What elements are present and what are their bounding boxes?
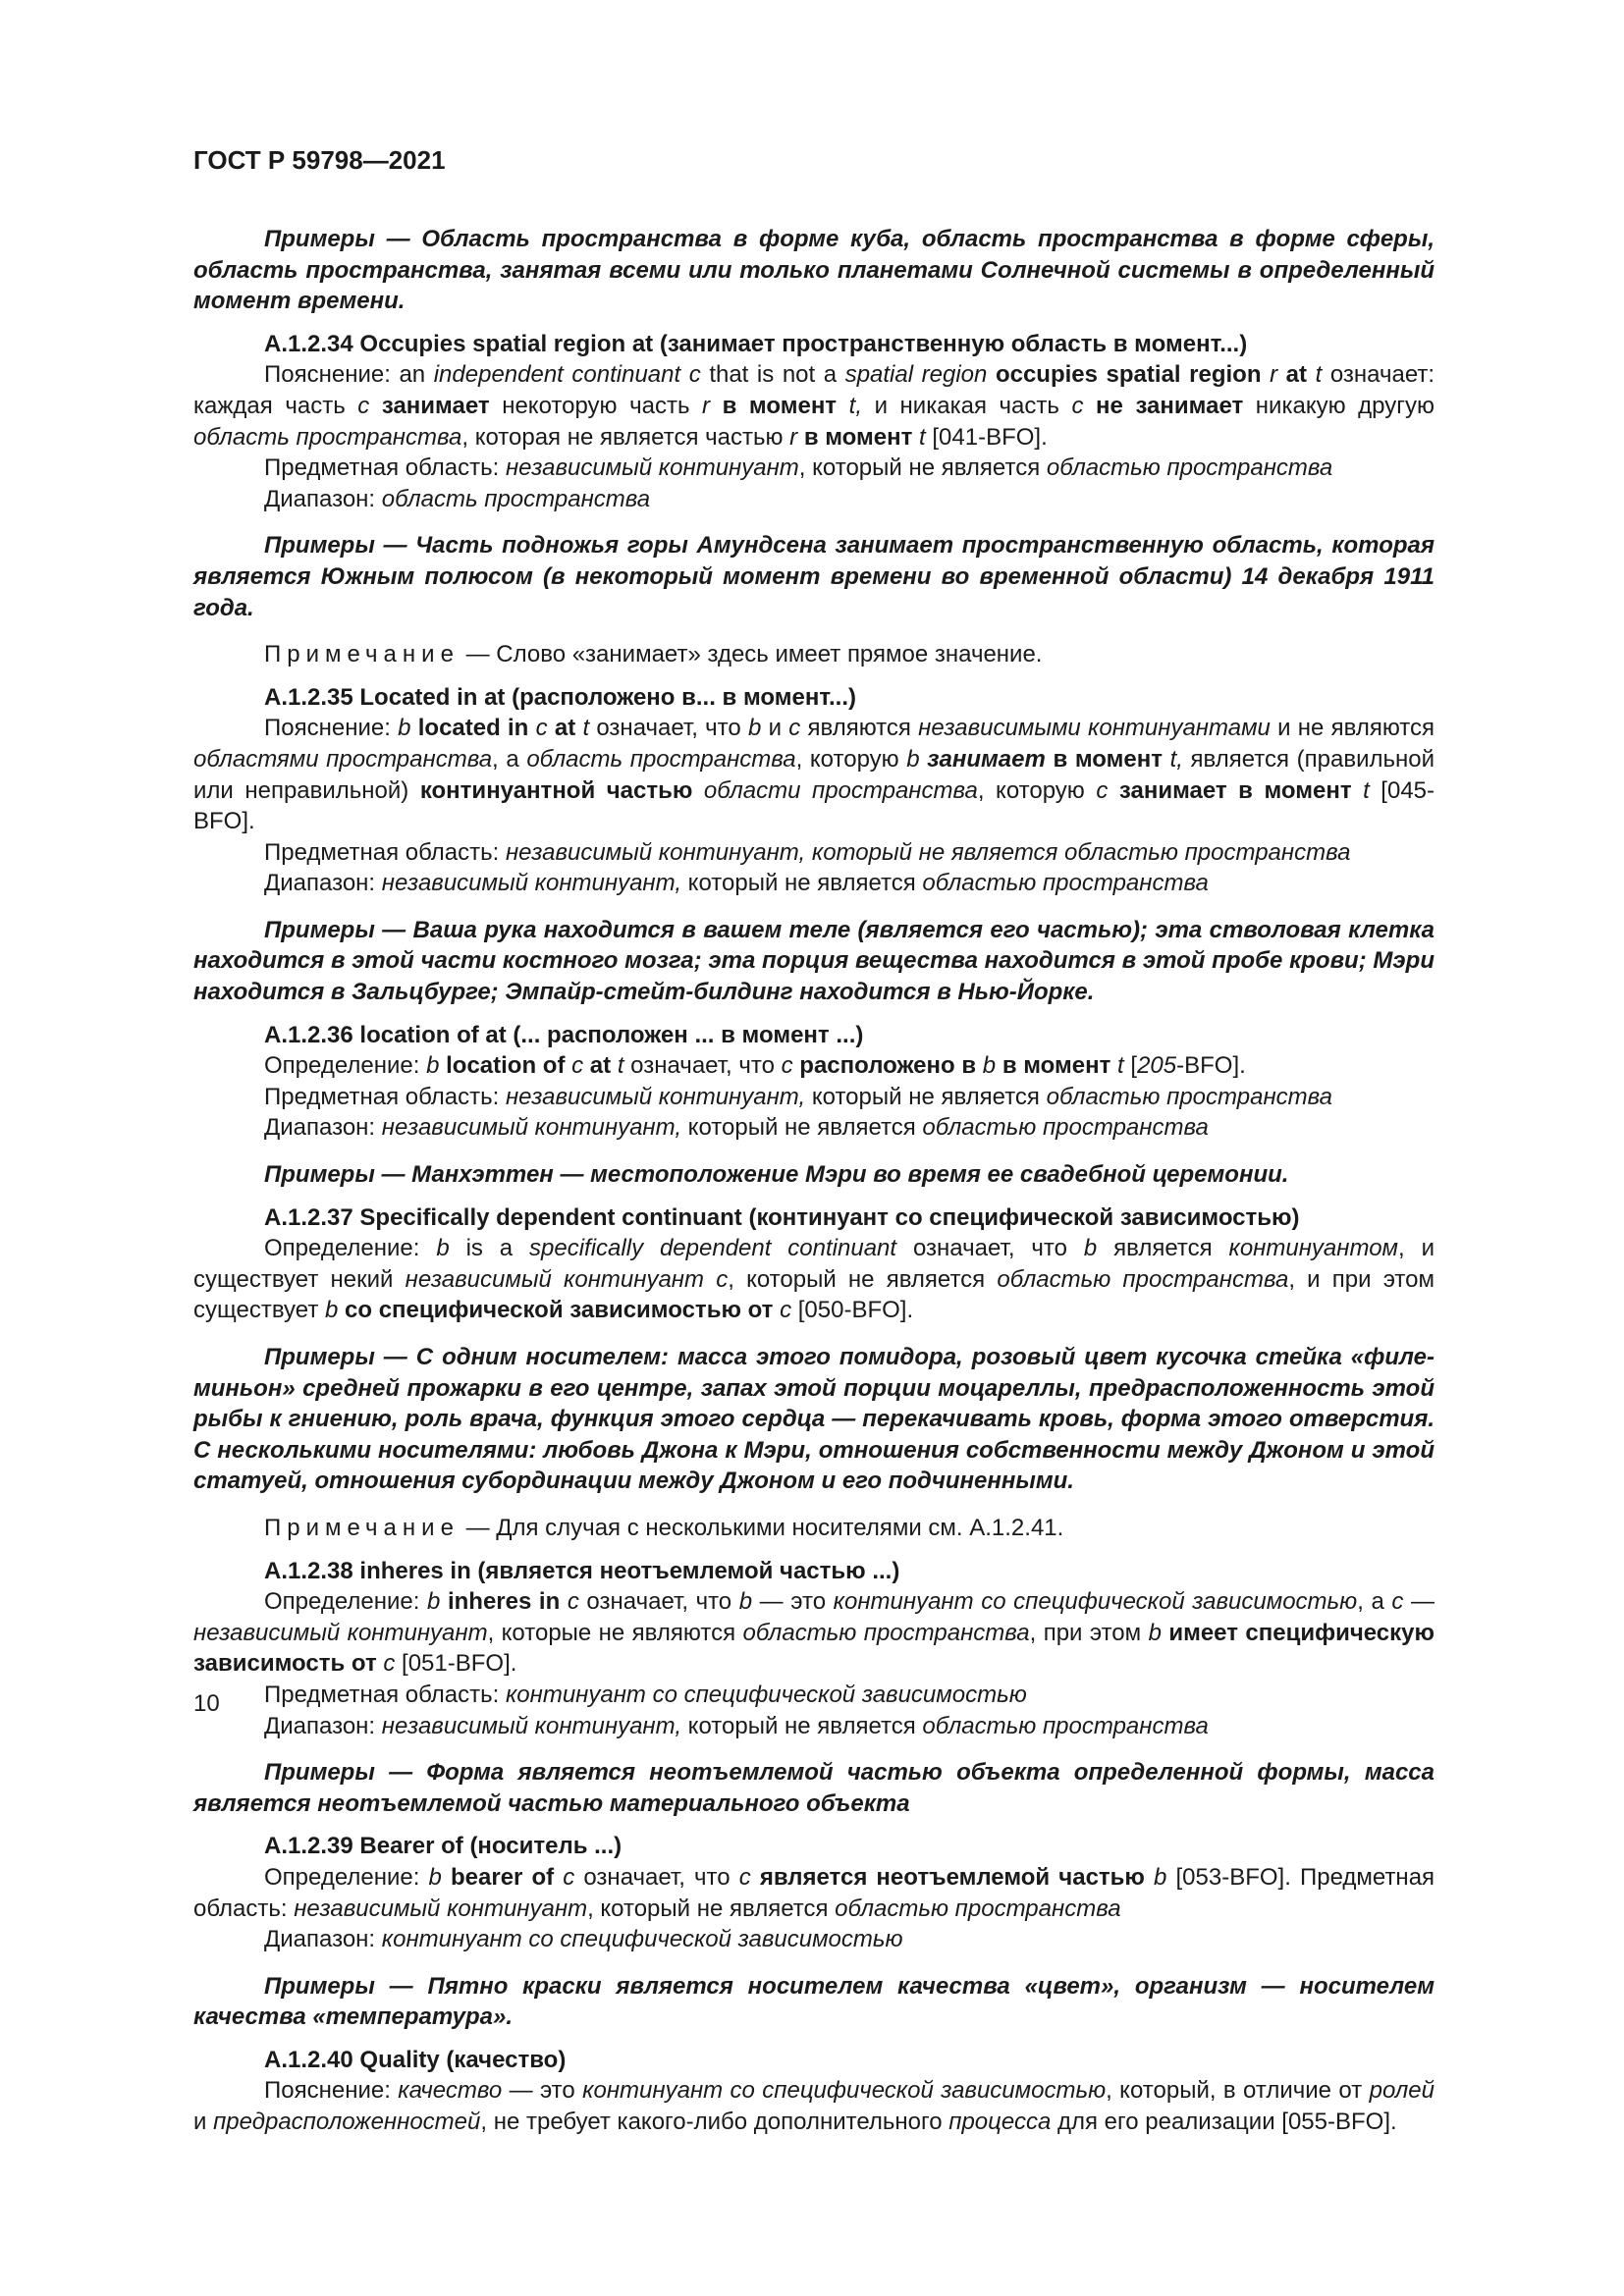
example-paragraph bbox=[193, 1971, 1435, 2033]
text-run bbox=[1277, 361, 1286, 388]
text-run: в момент bbox=[1001, 1052, 1111, 1080]
text-run: b bbox=[906, 745, 920, 773]
text-run: Предметная область: bbox=[264, 1083, 506, 1110]
text-run: означает, что bbox=[623, 1052, 782, 1080]
text-run bbox=[996, 1052, 1002, 1079]
text-run: c bbox=[571, 1052, 584, 1080]
text-run: spatial region bbox=[844, 361, 988, 389]
text-run: области пространства bbox=[703, 776, 978, 804]
text-run: — это bbox=[502, 2077, 583, 2105]
text-run: Предметная область: bbox=[264, 454, 506, 482]
text-run: независимый континуант bbox=[193, 1619, 488, 1646]
page-number: 10 bbox=[193, 1690, 220, 1717]
text-run: b bbox=[982, 1052, 997, 1080]
text-run: для его реализации [055-BFO]. bbox=[1051, 2109, 1397, 2136]
text-run: Пояснение: an bbox=[264, 361, 434, 389]
text-run: b bbox=[436, 1235, 450, 1262]
text-run bbox=[442, 1864, 451, 1891]
text-run: означает, что bbox=[574, 1863, 739, 1891]
text-run: континуантом bbox=[1228, 1235, 1399, 1262]
text-run: является (правильной или неправильной) bbox=[193, 745, 1435, 804]
text-run: A.1.2.34 Occupies spatial region at (занимает пространственную область в момент...) bbox=[264, 330, 1248, 357]
text-run: и не являются bbox=[1270, 715, 1435, 742]
text-run: Диапазон: bbox=[264, 1926, 382, 1953]
body-paragraph bbox=[193, 359, 1435, 453]
text-run: Определение: bbox=[264, 1052, 427, 1080]
text-run: , который не является bbox=[587, 1895, 836, 1922]
text-run: t bbox=[919, 423, 926, 451]
text-run: c bbox=[563, 1863, 575, 1891]
text-run: — это bbox=[752, 1588, 834, 1616]
text-run: t bbox=[1363, 776, 1370, 804]
text-run: расположено в bbox=[799, 1052, 977, 1080]
text-run bbox=[987, 361, 996, 388]
text-run: независимый континуант, который не является областью пространства bbox=[505, 838, 1351, 866]
text-run: , который не является bbox=[728, 1265, 998, 1293]
text-run: , а bbox=[492, 745, 527, 773]
document-body bbox=[193, 224, 1435, 2138]
section-heading bbox=[193, 1202, 1435, 1234]
note-label: Примечание bbox=[264, 641, 460, 668]
text-run: t bbox=[1315, 361, 1323, 389]
section-heading bbox=[193, 329, 1435, 360]
text-run: и bbox=[761, 715, 789, 742]
text-run: inheres in bbox=[447, 1588, 561, 1616]
body-paragraph bbox=[193, 868, 1435, 899]
text-run bbox=[410, 715, 417, 741]
text-run: t, bbox=[1169, 745, 1183, 773]
text-run: континуант со специфической зависимостью bbox=[505, 1681, 1027, 1708]
text-run: occupies spatial region bbox=[995, 361, 1262, 389]
text-run bbox=[837, 393, 849, 419]
note-label: Примечание bbox=[264, 1514, 460, 1541]
body-paragraph bbox=[193, 1112, 1435, 1144]
text-run bbox=[1145, 1864, 1154, 1891]
section-heading bbox=[193, 1020, 1435, 1051]
text-run: Диапазон: bbox=[264, 1114, 382, 1142]
text-run: at bbox=[589, 1052, 612, 1080]
text-run: областью пространства bbox=[835, 1895, 1121, 1922]
text-run: ролей bbox=[1369, 2077, 1435, 2105]
text-run: A.1.2.37 Specifically dependent continuant (континуант со специфической зависимостью) bbox=[264, 1203, 1300, 1231]
text-run: , которая не является частью bbox=[461, 423, 790, 451]
text-run: который не является bbox=[681, 1712, 923, 1739]
text-run: занимает bbox=[381, 392, 490, 419]
text-run: , не требует какого-либо дополнительного bbox=[480, 2109, 949, 2136]
text-run bbox=[528, 715, 535, 741]
section-heading bbox=[193, 1831, 1435, 1862]
text-run: континуантной частью bbox=[419, 776, 693, 804]
text-run: и bbox=[193, 2109, 214, 2136]
text-run: область пространства bbox=[193, 423, 462, 451]
text-run: 205 bbox=[1137, 1052, 1177, 1080]
text-run: t bbox=[1117, 1052, 1124, 1080]
body-paragraph bbox=[193, 1680, 1435, 1711]
body-paragraph bbox=[193, 1711, 1435, 1742]
text-run: является неотъемлемой частью bbox=[759, 1863, 1145, 1891]
text-run: r bbox=[789, 423, 798, 451]
text-run: -BFO]. bbox=[1176, 1052, 1246, 1080]
text-run: , а bbox=[1357, 1588, 1392, 1616]
text-run: предрасположенностей bbox=[213, 2109, 481, 2136]
text-run: b bbox=[398, 715, 411, 742]
text-run: A.1.2.36 location of at (... расположен ... в момент ...) bbox=[264, 1021, 864, 1048]
text-run: областью пространства bbox=[922, 1114, 1209, 1142]
text-run: — Слово «занимает» здесь имеет прямое значение. bbox=[459, 641, 1043, 668]
text-run: который не является bbox=[681, 870, 923, 897]
text-run: континуант со специфической зависимостью bbox=[381, 1926, 903, 1953]
text-run: [051-BFO]. bbox=[395, 1650, 517, 1678]
text-run: занимает в момент bbox=[1118, 776, 1352, 804]
text-run bbox=[338, 1297, 345, 1323]
text-run: A.1.2.38 inheres in (является неотъемлемой частью ...) bbox=[264, 1557, 900, 1584]
note-paragraph bbox=[193, 639, 1435, 670]
text-run: [041-BFO]. bbox=[925, 423, 1048, 451]
text-run: t bbox=[617, 1052, 624, 1080]
body-paragraph bbox=[193, 1862, 1435, 1924]
text-run: имеет специфическую зависимость от bbox=[193, 1619, 1435, 1678]
text-run: областью пространства bbox=[1046, 454, 1333, 482]
text-run: c bbox=[788, 715, 801, 742]
text-run: Пояснение: bbox=[264, 715, 399, 742]
text-run bbox=[554, 1864, 563, 1891]
section-heading bbox=[193, 1556, 1435, 1587]
text-run: b bbox=[324, 1297, 339, 1324]
text-run bbox=[1307, 361, 1316, 388]
body-paragraph bbox=[193, 713, 1435, 836]
text-run: который не является bbox=[681, 1114, 923, 1142]
text-run bbox=[1108, 777, 1119, 804]
text-run: независимый континуант bbox=[505, 454, 799, 482]
text-run: Примеры — Часть подножья горы Амундсена занимает пространственную область, которая является Южным полюсом (в некоторый момент времени во временной области) 14 декабря 1911 года. bbox=[193, 532, 1435, 621]
text-run: Предметная область: bbox=[264, 838, 506, 866]
text-run bbox=[1163, 746, 1170, 773]
text-run: областью пространства bbox=[922, 870, 1209, 897]
text-run: Примеры — Форма является неотъемлемой частью объекта определенной формы, масса является неотъемлемой частью материального объекта bbox=[193, 1759, 1435, 1817]
text-run: b bbox=[738, 1588, 753, 1616]
note-paragraph bbox=[193, 1513, 1435, 1544]
text-run: location of bbox=[446, 1052, 566, 1080]
text-run: at bbox=[554, 715, 576, 742]
text-run: , который не является bbox=[798, 454, 1047, 482]
text-run: Пояснение: bbox=[264, 2077, 399, 2105]
text-run: независимый континуант bbox=[294, 1895, 588, 1922]
text-run: независимый континуант, bbox=[381, 870, 682, 897]
text-run bbox=[369, 393, 382, 419]
text-run: процесса bbox=[948, 2109, 1052, 2136]
text-run: t, bbox=[848, 392, 862, 419]
body-paragraph bbox=[193, 1082, 1435, 1113]
text-run: является bbox=[1097, 1235, 1229, 1262]
text-run: , которую bbox=[977, 776, 1097, 804]
text-run: at bbox=[1285, 361, 1307, 389]
body-paragraph bbox=[193, 1924, 1435, 1955]
text-run: c bbox=[780, 1297, 792, 1324]
text-run: — Для случая с несколькими носителями см. A.1.2.41. bbox=[459, 1514, 1064, 1541]
text-run: is a bbox=[449, 1235, 530, 1262]
text-run: c bbox=[738, 1863, 751, 1891]
text-run: b bbox=[1154, 1863, 1167, 1891]
text-run bbox=[710, 393, 723, 419]
text-run: [053-BFO]. Предметная область: bbox=[193, 1863, 1435, 1922]
text-run: в момент bbox=[803, 423, 913, 451]
text-run: областями пространства bbox=[193, 745, 493, 773]
text-run: [045-BFO]. bbox=[193, 776, 1435, 835]
text-run: независимый континуант, bbox=[505, 1083, 806, 1110]
text-run bbox=[1262, 361, 1271, 388]
text-run: , и при этом существует bbox=[193, 1265, 1435, 1324]
body-paragraph bbox=[193, 1050, 1435, 1082]
text-run: независимый континуант, bbox=[381, 1712, 682, 1739]
text-run: Диапазон: bbox=[264, 485, 382, 512]
text-run: [ bbox=[1123, 1052, 1138, 1080]
text-run: в момент bbox=[722, 392, 838, 419]
text-run: качество bbox=[398, 2077, 503, 2105]
text-run bbox=[692, 777, 704, 804]
text-run: континуант со специфической зависимостью bbox=[582, 2077, 1107, 2105]
text-run: c bbox=[383, 1650, 396, 1678]
text-run: c bbox=[1096, 776, 1109, 804]
example-paragraph bbox=[193, 915, 1435, 1008]
text-run: независимый континуант c bbox=[405, 1265, 729, 1293]
text-run: Определение: bbox=[264, 1235, 437, 1262]
text-run: не занимает bbox=[1096, 392, 1244, 419]
text-run: r bbox=[1270, 361, 1278, 389]
text-run: specifically dependent continuant bbox=[529, 1235, 897, 1262]
text-run: являются bbox=[800, 715, 919, 742]
text-run: Диапазон: bbox=[264, 1712, 382, 1739]
text-run: c bbox=[781, 1052, 793, 1080]
text-run: областью пространства bbox=[1046, 1083, 1332, 1110]
text-run: located in bbox=[417, 715, 529, 742]
example-paragraph bbox=[193, 224, 1435, 317]
text-run: that is not a bbox=[700, 361, 845, 389]
text-run: r bbox=[702, 392, 711, 419]
text-run: b bbox=[426, 1052, 440, 1080]
section-heading bbox=[193, 682, 1435, 714]
text-run: c bbox=[1071, 392, 1084, 419]
text-run: Определение: bbox=[264, 1588, 427, 1616]
text-run: c bbox=[535, 715, 548, 742]
example-paragraph bbox=[193, 1757, 1435, 1819]
text-run: Примеры — Область пространства в форме куба, область пространства в форме сферы, область пространства, занятая всеми или только планетами Солнечной системы в определенный момент времени. bbox=[193, 226, 1435, 315]
text-run: A.1.2.40 Quality (качество) bbox=[264, 2046, 567, 2073]
text-run: и никакая часть bbox=[862, 392, 1072, 419]
text-run bbox=[560, 1588, 568, 1615]
text-run: областью пространства bbox=[742, 1619, 1030, 1646]
text-run bbox=[1083, 393, 1096, 419]
text-run bbox=[1352, 777, 1364, 804]
text-run: b bbox=[428, 1863, 442, 1891]
text-run: континуант со специфической зависимостью bbox=[833, 1588, 1358, 1616]
text-run bbox=[440, 1588, 448, 1615]
text-run: Примеры — Пятно краски является носителем качества «цвет», организм — носителем качества «температура». bbox=[193, 1972, 1435, 2031]
text-run: t bbox=[582, 715, 590, 742]
text-run: Примеры — С одним носителем: масса этого помидора, розовый цвет кусочка стейка «филе-миньон» средней прожарки в его центре, запах этой порции моцареллы, предрасположенность этой рыбы к гниению, роль врача, функция этого сердца — перекачивать кровь, форма этого отверстия. С несколькими носителями: любовь Джона к Мэри, отношения собственности между Джоном и этой статуей, отношения субординации между Джоном и его подчиненными. bbox=[193, 1344, 1435, 1495]
example-paragraph bbox=[193, 530, 1435, 623]
text-run: , которую bbox=[795, 745, 907, 773]
text-run: c bbox=[567, 1588, 579, 1616]
text-run: c bbox=[357, 392, 370, 419]
text-run: Примеры — Ваша рука находится в вашем теле (является его частью); эта стволовая клетка находится в этой части костного мозга; эта порция вещества находится в этой пробе крови; Мэри находится в Зальцбурге; Эмпайр-стейт-билдинг находится в Нью-Йорке. bbox=[193, 916, 1435, 1006]
text-run: Определение: bbox=[264, 1863, 429, 1891]
text-run: Предметная область: bbox=[264, 1681, 506, 1708]
body-paragraph bbox=[193, 1586, 1435, 1680]
text-run: означает, что bbox=[589, 715, 748, 742]
text-run: , которые не являются bbox=[487, 1619, 743, 1646]
text-run: никакую другую bbox=[1243, 392, 1435, 419]
text-run: независимый континуант, bbox=[381, 1114, 682, 1142]
text-run: который не является bbox=[805, 1083, 1047, 1110]
text-run: Диапазон: bbox=[264, 870, 382, 897]
text-run bbox=[751, 1864, 760, 1891]
text-run: b bbox=[427, 1588, 441, 1616]
example-paragraph bbox=[193, 1159, 1435, 1191]
text-run bbox=[797, 424, 804, 451]
text-run: [050-BFO]. bbox=[791, 1297, 914, 1324]
text-run: в момент bbox=[1053, 745, 1163, 773]
text-run bbox=[611, 1052, 618, 1079]
text-run: b bbox=[747, 715, 762, 742]
body-paragraph bbox=[193, 2075, 1435, 2137]
text-run: означает: каждая часть bbox=[193, 361, 1435, 419]
section-heading bbox=[193, 2045, 1435, 2076]
text-run: A.1.2.35 Located in at (расположено в... в момент...) bbox=[264, 683, 856, 711]
text-run: означает, что bbox=[896, 1235, 1084, 1262]
text-run: , при этом bbox=[1029, 1619, 1149, 1646]
text-run: независимыми континуантами bbox=[918, 715, 1271, 742]
text-run: область пространства bbox=[381, 485, 651, 512]
text-run: область пространства bbox=[526, 745, 796, 773]
body-paragraph bbox=[193, 484, 1435, 515]
text-run bbox=[976, 1052, 983, 1079]
text-run: b bbox=[1148, 1619, 1162, 1646]
text-run: областью пространства bbox=[922, 1712, 1209, 1739]
text-run: некоторую часть bbox=[489, 392, 703, 419]
body-paragraph bbox=[193, 1233, 1435, 1326]
text-run: b bbox=[1083, 1235, 1098, 1262]
text-run: означает, что bbox=[578, 1588, 739, 1616]
body-paragraph bbox=[193, 837, 1435, 869]
example-paragraph bbox=[193, 1342, 1435, 1497]
text-run: — bbox=[1403, 1588, 1435, 1616]
text-run: bearer of bbox=[451, 1863, 555, 1891]
text-run: со специфической зависимостью от bbox=[345, 1297, 774, 1324]
text-run: занимает bbox=[927, 745, 1046, 773]
document-header: ГОСТ Р 59798—2021 bbox=[193, 145, 446, 175]
text-run: , и существует некий bbox=[193, 1235, 1435, 1293]
text-run: , который, в отличие от bbox=[1106, 2077, 1370, 2105]
text-run: A.1.2.39 Bearer of (носитель ...) bbox=[264, 1833, 623, 1860]
text-run bbox=[583, 1052, 590, 1079]
text-run: областью пространства bbox=[997, 1265, 1289, 1293]
text-run: c bbox=[1391, 1588, 1404, 1616]
text-run: Примеры — Манхэттен — местоположение Мэри во время ее свадебной церемонии. bbox=[264, 1161, 1289, 1189]
body-paragraph bbox=[193, 453, 1435, 484]
text-run bbox=[548, 715, 555, 741]
text-run: independent continuant c bbox=[433, 361, 701, 389]
